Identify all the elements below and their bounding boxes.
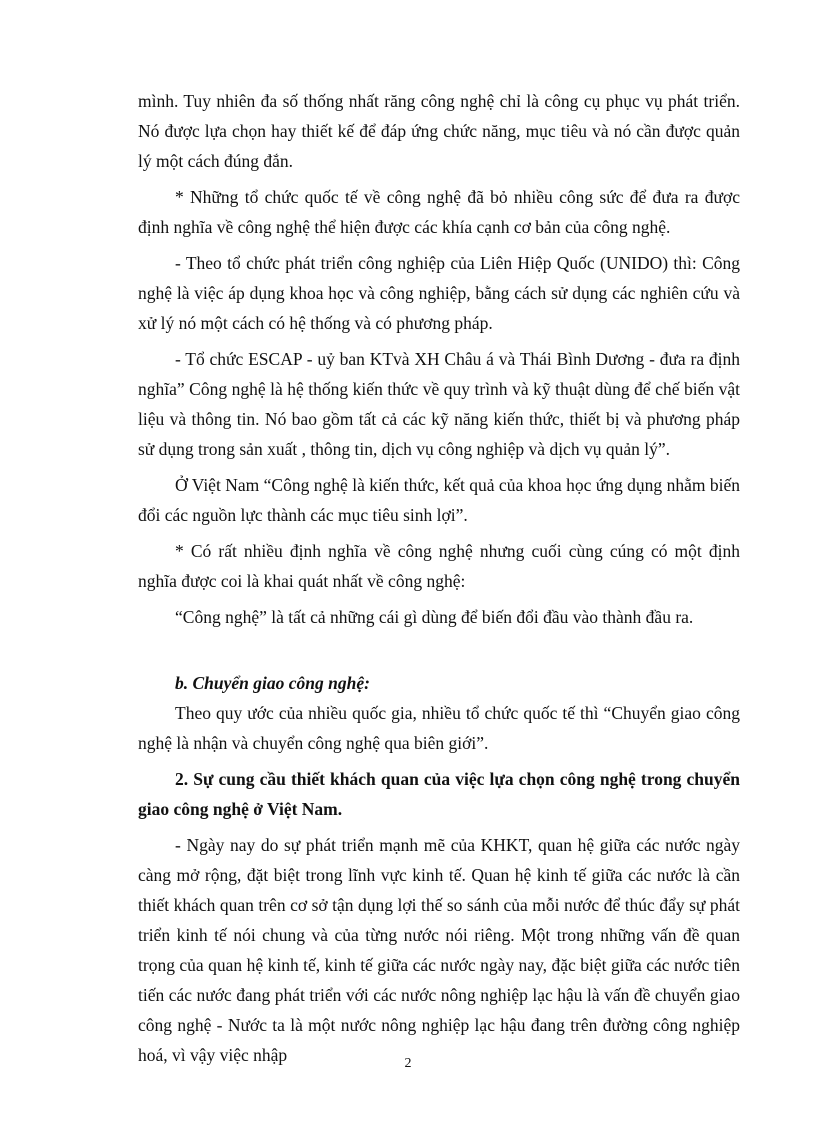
paragraph-continuation: mình. Tuy nhiên đa số thống nhất răng công nghệ chỉ là công cụ phục vụ phát triển. Nó được lựa chọn hay thiết kế để đáp ứng chức năng, mục tiêu và nó cần được quản lý một cách đúng đắn. xyxy=(138,91,740,171)
paragraph-unido-definition: - Theo tổ chức phát triển công nghiệp của Liên Hiệp Quốc (UNIDO) thì: Công nghệ là việc áp dụng khoa học và công nghiệp, bằng cách sử dụng các nghiên cứu và xử lý nó một cách có hệ thống và có phương pháp. xyxy=(138,253,740,333)
paragraph-vietnam-definition: Ở Việt Nam “Công nghệ là kiến thức, kết quả của khoa học ứng dụng nhằm biến đổi các nguồn lực thành các mục tiêu sinh lợi”. xyxy=(138,475,740,525)
paragraph-escap-definition: - Tổ chức ESCAP - uỷ ban KTvà XH Châu á và Thái Bình Dương - đưa ra định nghĩa” Công nghệ là hệ thống kiến thức về quy trình và kỹ thuật dùng để chế biến vật liệu và thông tin. Nó bao gồm tất cả các kỹ năng kiến thức, thiết bị và phương pháp sử dụng trong sản xuất , thông tin, dịch vụ công nghiệp và dịch vụ quản lý”. xyxy=(138,349,740,459)
section-2-heading: 2. Sự cung cầu thiết khách quan của việc lựa chọn công nghệ trong chuyển giao công nghệ ở Việt Nam. xyxy=(138,769,740,819)
paragraph-general-definition: “Công nghệ” là tất cả những cái gì dùng để biến đổi đầu vào thành đầu ra. xyxy=(175,607,694,627)
spacer xyxy=(138,638,740,668)
section-b-paragraph: Theo quy ước của nhiều quốc gia, nhiều tổ chức quốc tế thì “Chuyển giao công nghệ là nhận và chuyển công nghệ qua biên giới”. xyxy=(138,703,740,753)
paragraph-general-definition-intro: * Có rất nhiều định nghĩa về công nghệ nhưng cuối cùng cúng có một định nghĩa được coi là khai quát nhất về công nghệ: xyxy=(138,541,740,591)
document-body xyxy=(138,86,740,1076)
section-2-paragraph: - Ngày nay do sự phát triển mạnh mẽ của KHKT, quan hệ giữa các nước ngày càng mở rộng, đặt biệt trong lĩnh vực kinh tế. Quan hệ kinh tế giữa các nước là cần thiết khách quan trên cơ sở tận dụng lợi thế so sánh của mỗi nước để thúc đẩy sự phát triển kinh tế nói chung và của từng nước nói riêng. Một trong những vấn đề quan trọng của quan hệ kinh tế, kinh tế giữa các nước ngày nay, đặc biệt giữa các nước tiên tiến các nước đang phát triển với các nước nông nghiệp lạc hậu là vấn đề chuyển giao công nghệ - Nước ta là một nước nông nghiệp lạc hậu đang trên đường công nghiệp hoá, vì vậy việc nhập xyxy=(138,835,740,1065)
section-b-heading: b. Chuyển giao công nghệ: xyxy=(175,673,370,693)
paragraph-international-orgs: * Những tổ chức quốc tế về công nghệ đã bỏ nhiều công sức để đưa ra được định nghĩa về công nghệ thể hiện được các khía cạnh cơ bản của công nghệ. xyxy=(138,187,740,237)
page-number: 2 xyxy=(404,1056,412,1071)
